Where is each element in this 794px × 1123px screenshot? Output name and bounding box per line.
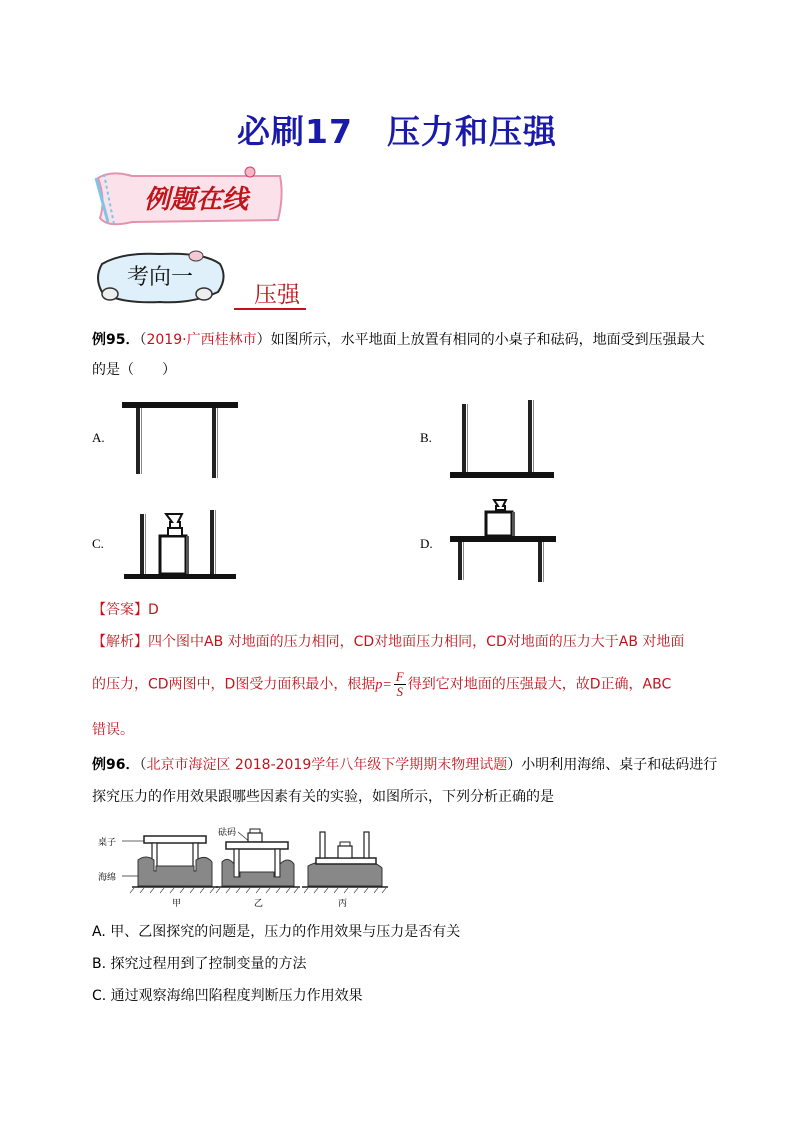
topic-name: 压强	[234, 282, 306, 310]
fig-caption-2: 乙	[254, 899, 264, 909]
q96-figure	[98, 824, 388, 908]
fig-label-sponge: 海绵	[98, 873, 117, 883]
analysis-line2	[92, 670, 671, 699]
q96-number: 例96．	[92, 757, 140, 773]
q96-stem-1: 小明利用海绵、桌子和砝码进行	[521, 757, 718, 773]
topic-badge	[92, 248, 228, 306]
fig-label-table: 桌子	[98, 838, 117, 848]
q95-source-open: （	[139, 332, 147, 348]
answer-line	[92, 600, 159, 620]
q95-figure-b	[448, 398, 558, 480]
q95-stem: 如图所示，水平地面上放置有相同的小桌子和砝码，地面受到压强最大	[270, 332, 705, 348]
analysis-label: 【解析】	[92, 634, 148, 650]
example-banner	[92, 166, 288, 232]
q96-option-b: B. 探究过程用到了控制变量的方法	[92, 956, 307, 972]
formula-denominator: S	[396, 684, 404, 699]
fig-caption-3: 丙	[338, 899, 348, 909]
answer-value: D	[148, 602, 159, 618]
q96-option-a: A. 甲、乙图探究的问题是，压力的作用效果与压力是否有关	[92, 924, 461, 940]
q95-option-d-label: D.	[420, 536, 433, 551]
q96-option-c: C. 通过观察海绵凹陷程度判断压力作用效果	[92, 988, 363, 1004]
q95-line1	[92, 330, 705, 350]
fig-caption-1: 甲	[172, 899, 182, 909]
analysis-text-2a: 的压力，CD两图中，D图受力面积最小，根据	[92, 676, 376, 693]
q96-source-open: （	[139, 757, 147, 773]
q95-option-a-label: A.	[92, 430, 105, 445]
q95-number: 例95．	[92, 332, 140, 348]
analysis-line3: 错误。	[92, 722, 134, 738]
formula-numerator: F	[395, 669, 404, 684]
formula-fraction	[394, 670, 406, 699]
q95-source: 2019·广西桂林市	[146, 332, 257, 348]
analysis-text-1: 四个图中AB 对地面的压力相同，CD对地面压力相同，CD对地面的压力大于AB 对地面	[148, 634, 685, 650]
q96-line2: 探究压力的作用效果跟哪些因素有关的实验，如图所示，下列分析正确的是	[92, 789, 554, 805]
example-banner-text: 例题在线	[143, 185, 249, 215]
q95-line2: 的是（ ）	[92, 362, 176, 378]
q95-figure-a	[120, 398, 240, 480]
analysis-text-2b: 得到它对地面的压强最大，故D正确，ABC	[407, 676, 672, 693]
analysis-line1	[92, 632, 684, 652]
answer-label: 【答案】	[92, 602, 148, 618]
q95-source-close: ）	[256, 332, 271, 348]
q95-option-c-label: C.	[92, 536, 104, 551]
formula-p: p=	[375, 677, 392, 693]
q95-figure-d	[448, 494, 560, 586]
q96-source-close: ）	[507, 757, 522, 773]
q95-figure-c	[122, 500, 238, 580]
fig-label-weight: 砝码	[218, 828, 237, 838]
q95-option-b-label: B.	[420, 430, 432, 445]
q96-line1	[92, 755, 717, 775]
page-title: 必刷17 压力和压强	[237, 112, 557, 151]
q96-source: 北京市海淀区 2018-2019学年八年级下学期期末物理试题	[146, 757, 508, 773]
topic-badge-text: 考向一	[126, 265, 194, 290]
